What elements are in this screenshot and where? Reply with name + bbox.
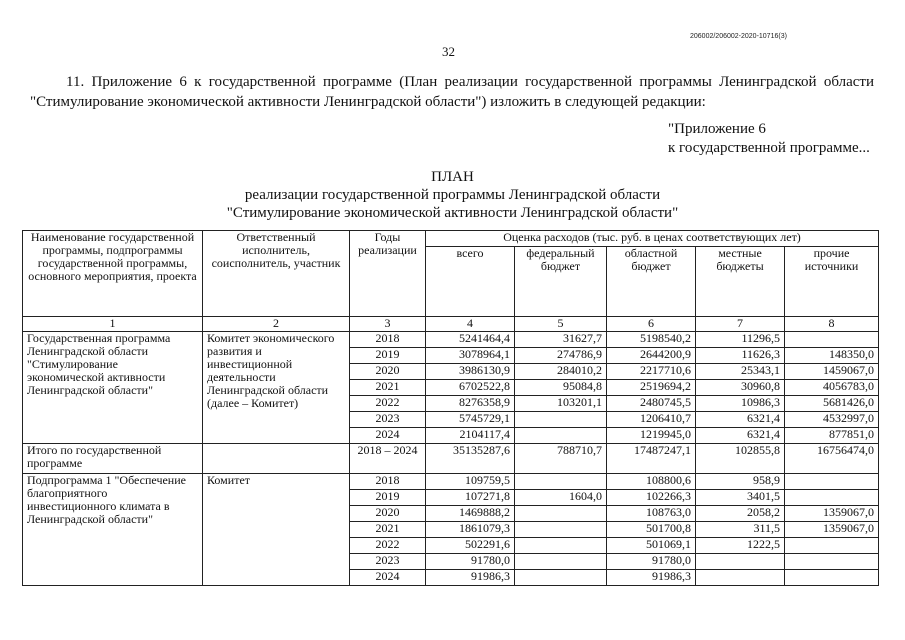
plan-subtitle-1: реализации государственной программы Ленинградской области bbox=[244, 187, 661, 203]
local-cell bbox=[696, 554, 785, 570]
header-regional: областной бюджет bbox=[607, 247, 696, 317]
year-cell: 2022 bbox=[350, 396, 426, 412]
local-cell: 11296,5 bbox=[696, 332, 785, 348]
regional-cell: 1219945,0 bbox=[607, 428, 696, 444]
regional-cell: 5198540,2 bbox=[607, 332, 696, 348]
column-number: 3 bbox=[350, 317, 426, 332]
total-cell: 3986130,9 bbox=[426, 364, 515, 380]
year-cell: 2019 bbox=[350, 490, 426, 506]
local-cell: 3401,5 bbox=[696, 490, 785, 506]
subprogram-year-row bbox=[23, 474, 879, 490]
year-cell: 2023 bbox=[350, 412, 426, 428]
appendix-line-1: "Приложение 6 bbox=[668, 121, 766, 137]
column-number: 4 bbox=[426, 317, 515, 332]
year-cell: 2021 bbox=[350, 380, 426, 396]
year-cell: 2024 bbox=[350, 570, 426, 586]
year-cell: 2018 bbox=[350, 332, 426, 348]
page-number: 32 bbox=[442, 44, 455, 59]
regional-cell: 108800,6 bbox=[607, 474, 696, 490]
local-cell: 11626,3 bbox=[696, 348, 785, 364]
local-cell: 25343,1 bbox=[696, 364, 785, 380]
year-cell: 2024 bbox=[350, 428, 426, 444]
total-year-cell: 2018 – 2024 bbox=[350, 444, 426, 474]
local-cell: 2058,2 bbox=[696, 506, 785, 522]
appendix-line-2: к государственной программе... bbox=[668, 140, 870, 156]
regional-cell: 91986,3 bbox=[607, 570, 696, 586]
header-name: Наименование государственной программы, подпрограммы государственной программы, основного мероприятия, проекта bbox=[23, 231, 203, 317]
federal-cell bbox=[515, 428, 607, 444]
federal-cell: 103201,1 bbox=[515, 396, 607, 412]
total-cell: 107271,8 bbox=[426, 490, 515, 506]
program-total-row bbox=[23, 444, 879, 474]
other-cell bbox=[785, 490, 879, 506]
other-cell: 148350,0 bbox=[785, 348, 879, 364]
header-other: прочие источники bbox=[785, 247, 879, 317]
other-cell: 877851,0 bbox=[785, 428, 879, 444]
local-cell: 311,5 bbox=[696, 522, 785, 538]
column-number: 6 bbox=[607, 317, 696, 332]
local-cell: 6321,4 bbox=[696, 428, 785, 444]
intro-line-1: 11. Приложение 6 к государственной программе (План реализации государственной программы Ленинградской области bbox=[66, 74, 874, 90]
total-cell: 8276358,9 bbox=[426, 396, 515, 412]
header-years: Годы реализации bbox=[350, 231, 426, 317]
regional-cell: 2644200,9 bbox=[607, 348, 696, 364]
local-cell bbox=[696, 570, 785, 586]
federal-cell bbox=[515, 522, 607, 538]
total-cell: 502291,6 bbox=[426, 538, 515, 554]
federal-cell bbox=[515, 506, 607, 522]
year-cell: 2023 bbox=[350, 554, 426, 570]
total-cell: 5241464,4 bbox=[426, 332, 515, 348]
regional-cell: 108763,0 bbox=[607, 506, 696, 522]
federal-cell bbox=[515, 554, 607, 570]
year-cell: 2019 bbox=[350, 348, 426, 364]
header-responsible: Ответственный исполнитель, соисполнитель, участник bbox=[203, 231, 350, 317]
total-local-cell: 102855,8 bbox=[696, 444, 785, 474]
federal-cell: 274786,9 bbox=[515, 348, 607, 364]
subprogram1-responsible: Комитет bbox=[203, 474, 350, 586]
regional-cell: 2480745,5 bbox=[607, 396, 696, 412]
regional-cell: 2217710,6 bbox=[607, 364, 696, 380]
document-id: 206002/206002-2020-10716(3) bbox=[690, 33, 787, 40]
other-cell bbox=[785, 538, 879, 554]
regional-cell: 91780,0 bbox=[607, 554, 696, 570]
plan-table bbox=[22, 230, 879, 586]
federal-cell: 31627,7 bbox=[515, 332, 607, 348]
other-cell bbox=[785, 554, 879, 570]
federal-cell bbox=[515, 538, 607, 554]
regional-cell: 2519694,2 bbox=[607, 380, 696, 396]
header-total: всего bbox=[426, 247, 515, 317]
year-cell: 2022 bbox=[350, 538, 426, 554]
year-cell: 2021 bbox=[350, 522, 426, 538]
column-number: 2 bbox=[203, 317, 350, 332]
intro-line-2: "Стимулирование экономической активности Ленинградской области") изложить в следующей редакции: bbox=[30, 94, 706, 110]
other-cell: 5681426,0 bbox=[785, 396, 879, 412]
total-cell: 1861079,3 bbox=[426, 522, 515, 538]
total-cell: 3078964,1 bbox=[426, 348, 515, 364]
other-cell: 1359067,0 bbox=[785, 506, 879, 522]
column-number: 5 bbox=[515, 317, 607, 332]
year-cell: 2020 bbox=[350, 506, 426, 522]
regional-cell: 501700,8 bbox=[607, 522, 696, 538]
intro-paragraph bbox=[30, 72, 874, 112]
total-cell: 6702522,8 bbox=[426, 380, 515, 396]
federal-cell bbox=[515, 474, 607, 490]
local-cell: 1222,5 bbox=[696, 538, 785, 554]
other-cell: 1359067,0 bbox=[785, 522, 879, 538]
federal-cell: 1604,0 bbox=[515, 490, 607, 506]
program-responsible: Комитет экономического развития и инвестиционной деятельности Ленинградской области (далее – Комитет) bbox=[203, 332, 350, 444]
year-cell: 2020 bbox=[350, 364, 426, 380]
column-number-row bbox=[23, 317, 879, 332]
plan-title: ПЛАН bbox=[431, 169, 474, 185]
other-cell bbox=[785, 474, 879, 490]
total-responsible-cell bbox=[203, 444, 350, 474]
header-federal: федеральный бюджет bbox=[515, 247, 607, 317]
local-cell: 6321,4 bbox=[696, 412, 785, 428]
other-cell bbox=[785, 332, 879, 348]
total-federal-cell: 788710,7 bbox=[515, 444, 607, 474]
total-other-cell: 16756474,0 bbox=[785, 444, 879, 474]
plan-subtitle-2: "Стимулирование экономической активности Ленинградской области" bbox=[226, 205, 679, 221]
total-cell: 91780,0 bbox=[426, 554, 515, 570]
regional-cell: 102266,3 bbox=[607, 490, 696, 506]
local-cell: 958,9 bbox=[696, 474, 785, 490]
program-year-row bbox=[23, 332, 879, 348]
total-cell: 91986,3 bbox=[426, 570, 515, 586]
total-total-cell: 35135287,6 bbox=[426, 444, 515, 474]
header-local: местные бюджеты bbox=[696, 247, 785, 317]
program-name: Государственная программа Ленинградской области "Стимулирование экономической активности Ленинградской области" bbox=[23, 332, 203, 444]
other-cell: 1459067,0 bbox=[785, 364, 879, 380]
federal-cell bbox=[515, 570, 607, 586]
other-cell: 4056783,0 bbox=[785, 380, 879, 396]
column-number: 8 bbox=[785, 317, 879, 332]
total-cell: 2104117,4 bbox=[426, 428, 515, 444]
column-number: 1 bbox=[23, 317, 203, 332]
other-cell bbox=[785, 570, 879, 586]
total-name-cell: Итого по государственной программе bbox=[23, 444, 203, 474]
federal-cell: 95084,8 bbox=[515, 380, 607, 396]
header-expenses: Оценка расходов (тыс. руб. в ценах соответствующих лет) bbox=[426, 231, 879, 247]
regional-cell: 501069,1 bbox=[607, 538, 696, 554]
total-cell: 1469888,2 bbox=[426, 506, 515, 522]
regional-cell: 1206410,7 bbox=[607, 412, 696, 428]
federal-cell bbox=[515, 412, 607, 428]
year-cell: 2018 bbox=[350, 474, 426, 490]
local-cell: 10986,3 bbox=[696, 396, 785, 412]
appendix-reference bbox=[668, 120, 870, 158]
other-cell: 4532997,0 bbox=[785, 412, 879, 428]
column-number: 7 bbox=[696, 317, 785, 332]
local-cell: 30960,8 bbox=[696, 380, 785, 396]
subprogram1-name: Подпрограмма 1 "Обеспечение благоприятного инвестиционного климата в Ленинградской области" bbox=[23, 474, 203, 586]
federal-cell: 284010,2 bbox=[515, 364, 607, 380]
total-cell: 109759,5 bbox=[426, 474, 515, 490]
total-regional-cell: 17487247,1 bbox=[607, 444, 696, 474]
total-cell: 5745729,1 bbox=[426, 412, 515, 428]
